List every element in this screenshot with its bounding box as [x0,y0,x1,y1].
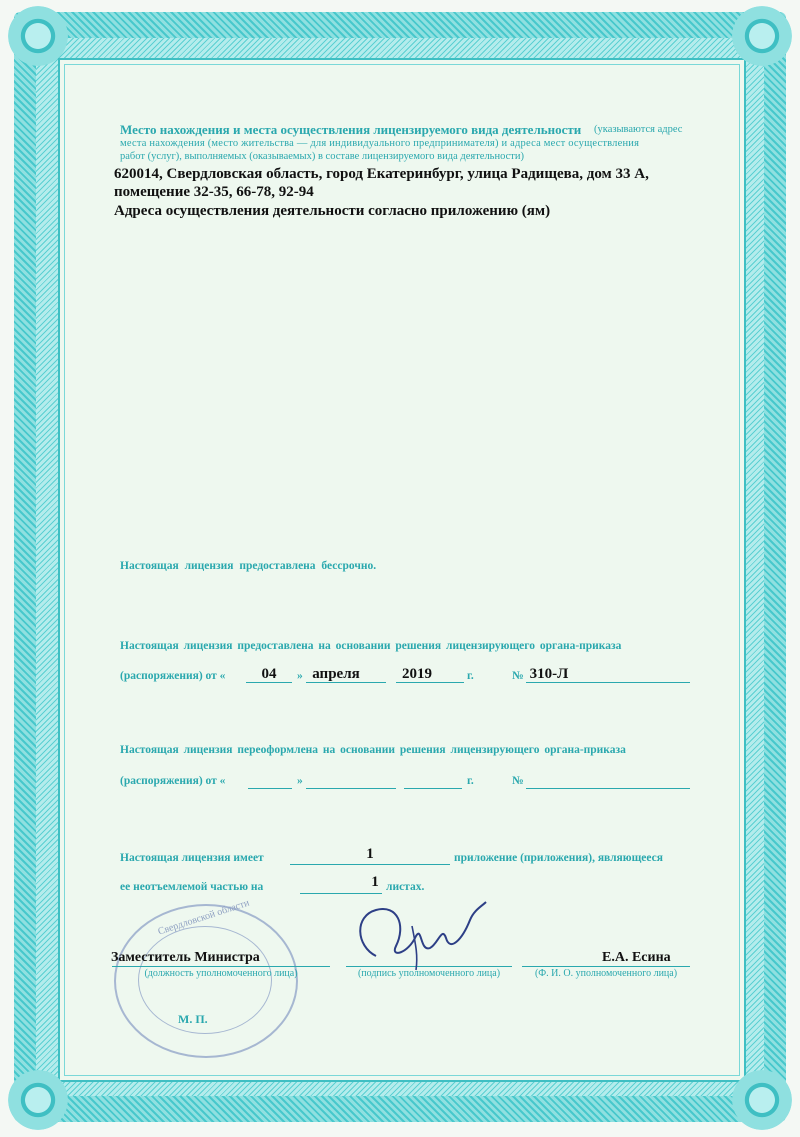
name-line [522,966,690,967]
location-note-3: работ (услуг), выполняемых (оказываемых) в составе лицензируемого вида деятельности) [120,151,524,162]
address-line-1: 620014, Свердловская область, город Екатеринбург, улица Радищева, дом 33 А, [114,166,649,182]
address-line-2: помещение 32-35, 66-78, 92-94 [114,184,314,200]
grant-basis-text: Настоящая лицензия предоставлена на основании решения лицензирующего органа-приказа [120,640,622,652]
handwritten-signature-icon [346,896,496,976]
location-note-2: места нахождения (место жительства — для индивидуального предпринимателя) и адреса мест осуществления [120,138,640,149]
reissue-date-label: (распоряжения) от « [120,775,226,787]
grant-number-label: № [512,670,524,682]
validity-text: Настоящая лицензия предоставлена бессрочно. [120,560,377,572]
appendix-count: 1 [366,846,374,862]
reissue-quote-close: » [297,775,303,787]
grant-year: 2019 [402,666,432,682]
caption-signature: (подпись уполномоченного лица) [357,968,501,979]
appendix-text-4: листах. [386,881,425,893]
signatory-name: Е.А. Есина [602,950,671,965]
reissue-year-suffix: г. [467,775,474,787]
location-note-1: (указываются адрес [594,124,683,135]
grant-year-suffix: г. [467,670,474,682]
grant-month: апреля [312,666,360,682]
caption-name: (Ф. И. О. уполномоченного лица) [534,968,678,979]
corner-ornament-icon [732,1070,792,1130]
appendix-text-1: Настоящая лицензия имеет [120,852,264,864]
appendix-sheets: 1 [371,874,379,890]
grant-date-label: (распоряжения) от « [120,670,226,682]
position-line [112,966,330,967]
reissue-number-label: № [512,775,524,787]
appendix-text-2: приложение (приложения), являющееся [454,852,663,864]
location-heading: Место нахождения и места осуществления лицензируемого вида деятельности [120,122,582,137]
address-line-3: Адреса осуществления деятельности согласно приложению (ям) [114,203,551,219]
appendix-sheets-line [300,893,382,894]
reissue-basis-text: Настоящая лицензия переоформлена на основании решения лицензирующего органа-приказа [120,744,626,756]
reissue-month-line [306,788,396,789]
corner-ornament-icon [732,6,792,66]
grant-quote-close: » [297,670,303,682]
official-seal [114,897,298,1058]
reissue-year-line [404,788,462,789]
corner-ornament-icon [8,1070,68,1130]
signatory-position: Заместитель Министра [111,950,260,965]
appendix-count-line [290,864,450,865]
reissue-number-line [526,788,690,789]
reissue-day-line [248,788,292,789]
grant-day: 04 [261,666,277,682]
caption-position: (должность уполномоченного лица) [144,968,298,979]
corner-ornament-icon [8,6,68,66]
grant-number: 310-Л [529,666,569,682]
stamp-place-label: М. П. [178,1012,208,1026]
appendix-text-3: ее неотъемлемой частью на [120,881,264,893]
seal-text: Свердловской области [156,897,251,938]
